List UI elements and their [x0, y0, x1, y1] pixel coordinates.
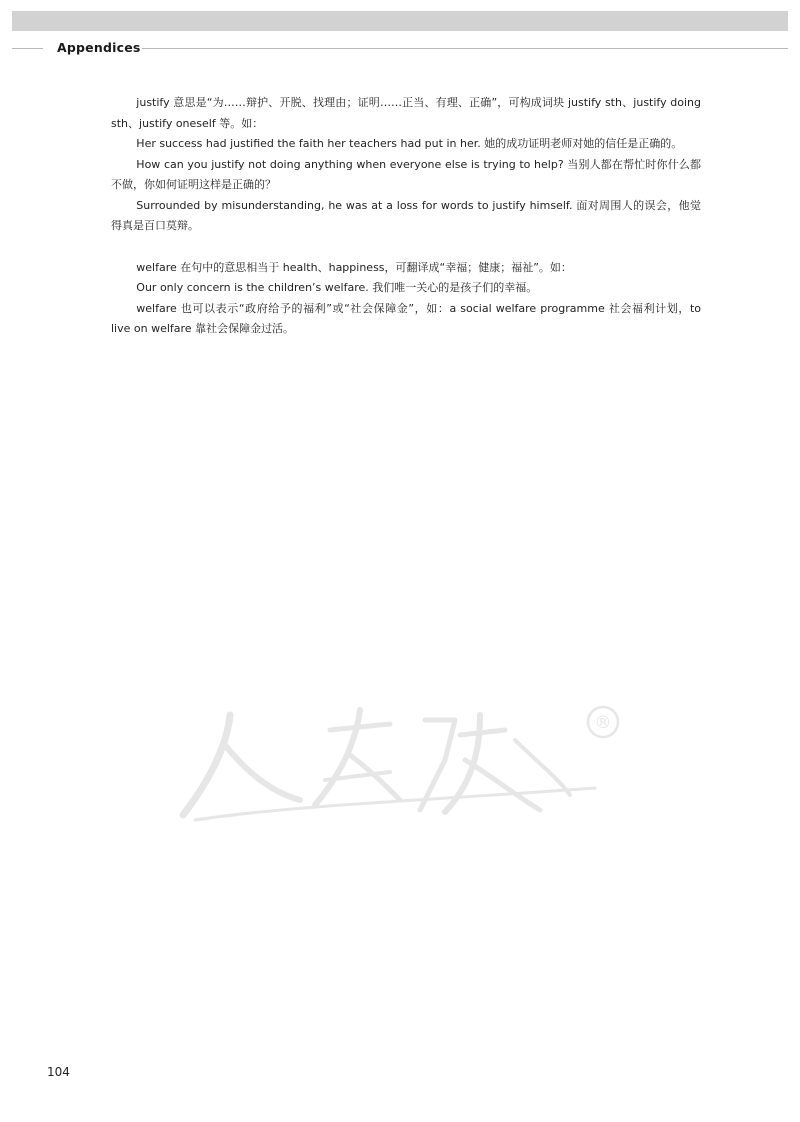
section-label: Appendices [57, 40, 141, 55]
publisher-watermark-icon [175, 700, 625, 830]
paragraph-welfare-example: Our only concern is the children’s welfare. 我们唯一关心的是孩子们的幸福。 [136, 281, 538, 294]
paragraph-justify-definition: justify 意思是“为……辩护、开脱、找理由；证明……正当、有理、正确”，可构成词块 justify sth、justify doing sth、justify oneself 等。如： [111, 96, 701, 130]
paragraph-justify-example-2: How can you justify not doing anything when everyone else is trying to help? 当别人都在帮忙时你什么都不做，你如何证明这样是正确的？ [111, 157, 701, 191]
registered-mark: ® [594, 713, 612, 733]
main-content [111, 93, 701, 340]
paragraph-welfare-extended: welfare 也可以表示“政府给予的福利”或“社会保障金”，如：a social welfare programme 社会福利计划，to live on welfare 靠社会保障金过活。 [111, 301, 701, 335]
paragraph-justify-example-1: Her success had justified the faith her teachers had put in her. 她的成功证明老师对她的信任是正确的。 [136, 137, 683, 150]
paragraph-justify-example-3: Surrounded by misunderstanding, he was at a loss for words to justify himself. 面对周围人的误会，他觉得真是百口莫辩。 [111, 198, 701, 232]
page-number: 104 [47, 1065, 70, 1079]
paragraph-gap [111, 237, 701, 258]
paragraph-welfare-definition: welfare 在句中的意思相当于 health、happiness，可翻译成“幸福；健康；福祉”。如： [136, 260, 572, 274]
header-rule-right [142, 48, 788, 49]
top-band [12, 11, 788, 31]
header-rule-left [12, 48, 43, 49]
